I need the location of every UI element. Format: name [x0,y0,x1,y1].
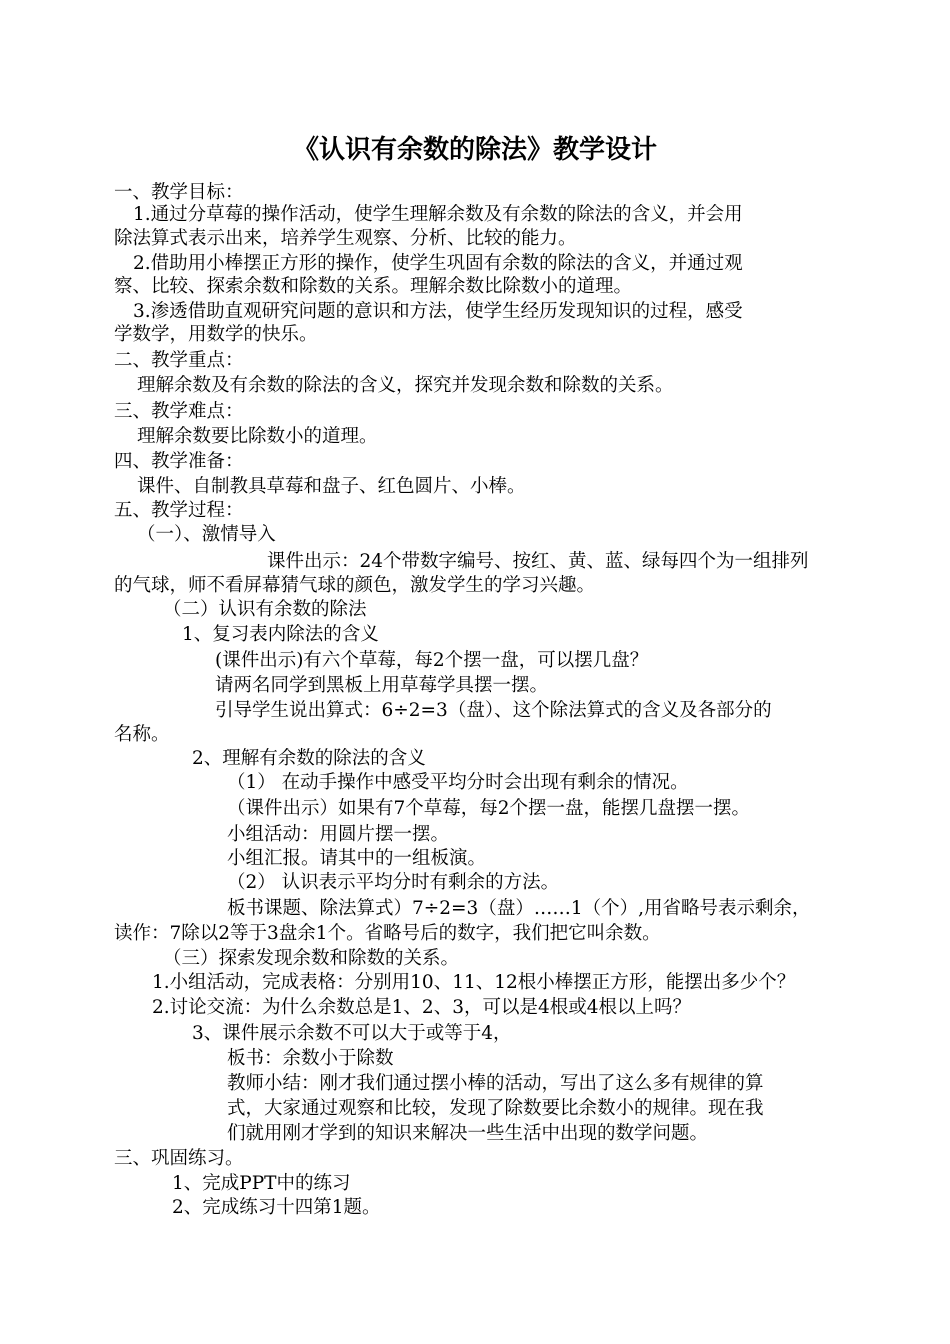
paragraph-line: 1、复习表内除法的含义 [182,624,379,645]
paragraph-line: 理解余数要比除数小的道理。 [137,426,378,447]
paragraph-line: 的气球，师不看屏幕猜气球的颜色，激发学生的学习兴趣。 [114,575,596,596]
section-heading-objectives: 一、教学目标： [114,182,244,203]
paragraph-line: 1.小组活动，完成表格：分别用10、11、12根小棒摆正方形，能摆出多少个？ [152,972,796,993]
paragraph-line: 3、课件展示余数不可以大于或等于4， [192,1023,512,1044]
paragraph-line: 读作：7除以2等于3盘余1个。省略号后的数字，我们把它叫余数。 [114,923,661,944]
paragraph-line: 察、比较、探索余数和除数的关系。理解余数比除数小的道理。 [114,276,633,297]
section-heading-preparation: 四、教学准备： [114,451,244,472]
paragraph-line: 2.借助用小棒摆正方形的操作，使学生巩固有余数的除法的含义，并通过观 [133,253,743,274]
section-heading-key-points: 二、教学重点： [114,350,244,371]
paragraph-line: 学数学，用数学的快乐。 [114,324,318,345]
subsection-heading: （一）、激情导入 [137,524,276,545]
paragraph-line: 式，大家通过观察和比较，发现了除数要比余数小的规律。现在我 [227,1098,764,1119]
paragraph-line: 们就用刚才学到的知识来解决一些生活中出现的数学问题。 [227,1123,709,1144]
paragraph-line: 2、理解有余数的除法的含义 [192,748,426,769]
paragraph-line: 3.渗透借助直观研究问题的意识和方法，使学生经历发现知识的过程，感受 [133,301,743,322]
paragraph-line: 名称。 [114,724,170,745]
paragraph-line: 板书：余数小于除数 [227,1048,394,1069]
paragraph-line: （2） 认识表示平均分时有剩余的方法。 [227,872,560,893]
paragraph-line: 除法算式表示出来，培养学生观察、分析、比较的能力。 [114,228,577,249]
subsection-heading: （三）探索发现余数和除数的关系。 [163,948,460,969]
section-heading-process: 五、教学过程： [114,500,244,521]
paragraph-line: 1、完成PPT中的练习 [172,1173,351,1194]
paragraph-line: 课件、自制教具草莓和盘子、红色圆片、小棒。 [137,476,526,497]
paragraph-line: 理解余数及有余数的除法的含义，探究并发现余数和除数的关系。 [137,375,674,396]
paragraph-line: 小组活动：用圆片摆一摆。 [227,824,450,845]
paragraph-line: 小组汇报。请其中的一组板演。 [227,848,487,869]
paragraph-line: 1.通过分草莓的操作活动，使学生理解余数及有余数的除法的含义，并会用 [133,204,743,225]
section-heading-difficulties: 三、教学难点： [114,401,244,422]
paragraph-line: 引导学生说出算式：6÷2=3（盘）、这个除法算式的含义及各部分的 [215,700,772,721]
paragraph-line: 2、完成练习十四第1题。 [172,1197,381,1218]
subsection-heading: （二）认识有余数的除法 [163,599,367,620]
paragraph-line: 课件出示：24个带数字编号、按红、黄、蓝、绿每四个为一组排列 [267,551,809,572]
paragraph-line: 教师小结：刚才我们通过摆小棒的活动，写出了这么多有规律的算 [227,1073,764,1094]
section-heading-practice: 三、巩固练习。 [114,1148,244,1169]
paragraph-line: 请两名同学到黑板上用草莓学具摆一摆。 [215,675,549,696]
paragraph-line: （课件出示）如果有7个草莓，每2个摆一盘，能摆几盘摆一摆。 [227,798,751,819]
paragraph-line: （1） 在动手操作中感受平均分时会出现有剩余的情况。 [227,772,689,793]
document-title: 《认识有余数的除法》教学设计 [292,135,657,165]
paragraph-line: (课件出示)有六个草莓，每2个摆一盘，可以摆几盘？ [215,650,649,671]
paragraph-line: 板书课题、除法算式）7÷2=3（盘）……1（个）,用省略号表示剩余， [227,898,811,919]
paragraph-line: 2.讨论交流：为什么余数总是1、2、3，可以是4根或4根以上吗？ [152,997,692,1018]
